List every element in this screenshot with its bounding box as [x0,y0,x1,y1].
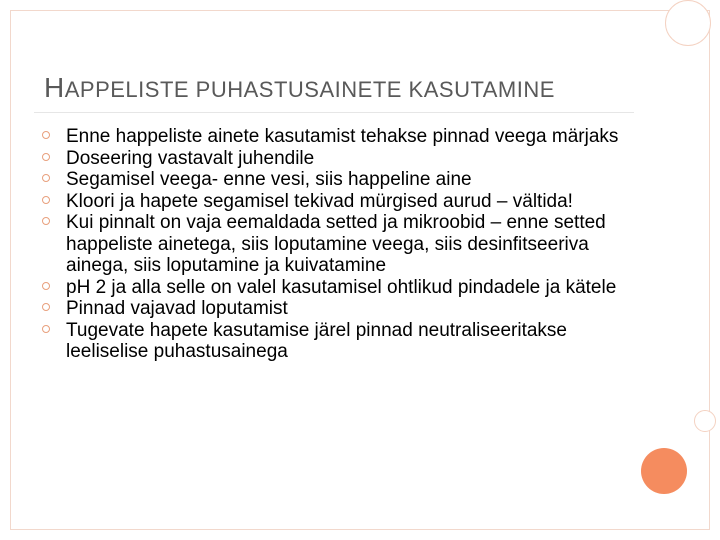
ring-bullet-icon [42,325,50,333]
title-rest: APPELISTE PUHASTUSAINETE KASUTAMINE [64,77,555,102]
ring-bullet-icon [42,131,50,139]
list-item [42,126,632,148]
list-item-text: Segamisel veega- enne vesi, siis happeline aine [66,169,472,190]
list-item [42,298,632,320]
decorative-circle-top [665,0,711,46]
ring-bullet-icon [42,174,50,182]
bullet-list [42,126,632,363]
list-item [42,277,632,299]
list-item-text: Kui pinnalt on vaja eemaldada setted ja mikroobid – enne setted happeliste ainetega, siis loputamine veega, siis desinfitseeriva ainega, siis loputamine ja kuivatamine [66,212,606,276]
slide-title [44,72,555,104]
list-item-text: Doseering vastavalt juhendile [66,147,315,169]
list-item [42,148,632,170]
list-item-text: Pinnad vajavad loputamist [66,298,288,319]
list-item-text: Tugevate hapete kasutamise järel pinnad neutraliseeritakse leeliselise puhastusainega [66,319,567,362]
ring-bullet-icon [42,196,50,204]
ring-bullet-icon [42,153,50,161]
decorative-circle-small [694,410,716,432]
list-item [42,212,632,277]
list-item-text: Kloori ja hapete segamisel tekivad mürgised aurud – vältida! [66,190,573,212]
list-item-text: Enne happeliste ainete kasutamist tehakse pinnad veega märjaks [66,126,619,147]
list-item [42,169,632,191]
list-item [42,320,632,363]
ring-bullet-icon [42,282,50,290]
decorative-circle-accent [641,448,687,494]
list-item-text: pH 2 ja alla selle on valel kasutamisel ohtlikud pindadele ja kätele [66,276,617,298]
ring-bullet-icon [42,303,50,311]
title-divider [34,112,634,113]
title-initial: H [44,72,65,103]
ring-bullet-icon [42,217,50,225]
list-item [42,191,632,213]
